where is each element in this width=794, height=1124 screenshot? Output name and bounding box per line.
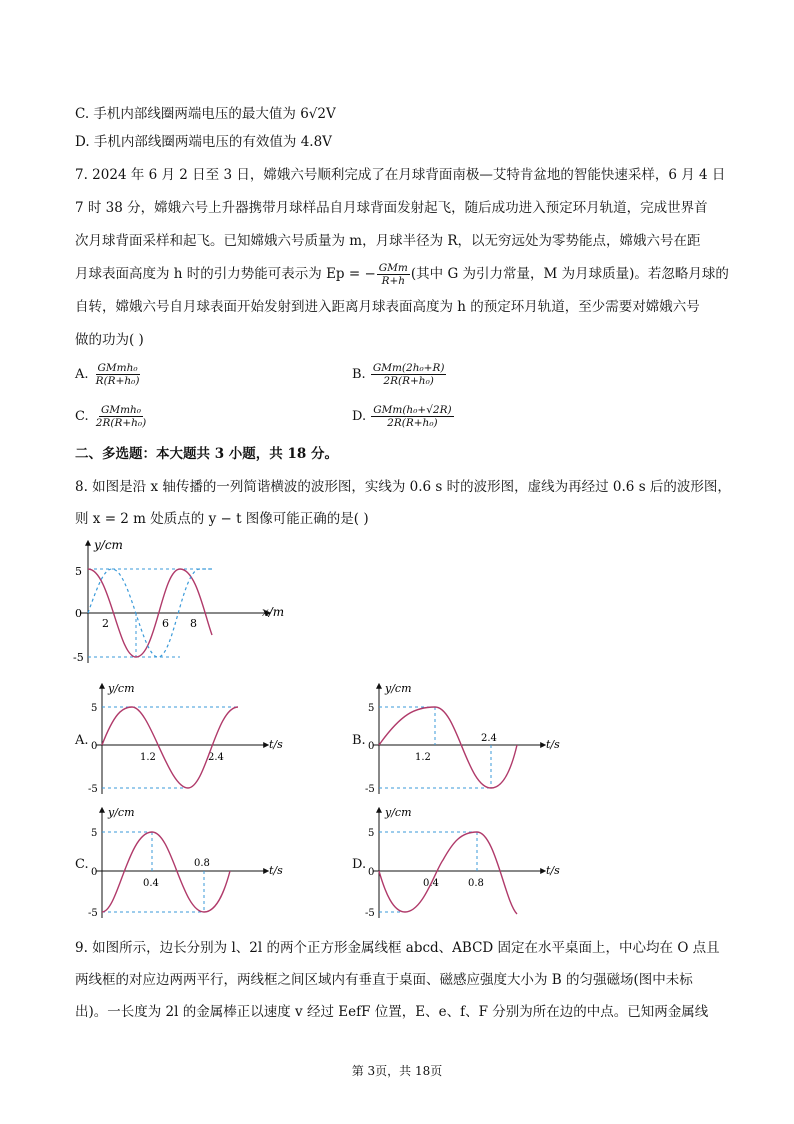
q7-line-6: 做的功为( ) xyxy=(75,332,144,348)
tick-t1: 0.4 xyxy=(423,878,439,889)
q7-option-a[interactable] xyxy=(75,362,142,387)
tick-2: 2 xyxy=(102,617,109,630)
q8-line-1: 8. 如图是沿 x 轴传播的一列简谐横波的波形图，实线为 0.6 s 时的波形图，虚线为再经过 0.6 s 后的波形图， xyxy=(75,479,731,495)
frac-den: R(R+h₀) xyxy=(95,375,140,387)
option-graph-c[interactable] xyxy=(88,802,283,922)
option-graph-d[interactable] xyxy=(365,802,560,922)
tick-5: 5 xyxy=(368,828,375,839)
graph-label-c: C. xyxy=(75,857,89,872)
y-axis-label: y/cm xyxy=(385,806,412,819)
tick-neg5: -5 xyxy=(73,651,84,664)
y-axis-label: y/cm xyxy=(385,682,412,695)
graph-label-a: A. xyxy=(75,733,89,748)
page-footer: 第 3页，共 18页 xyxy=(351,1064,443,1078)
option-graph-b[interactable] xyxy=(365,678,560,798)
x-axis-label: t/s xyxy=(546,864,560,877)
q9-line-3: 出)。一长度为 2l 的金属棒正以速度 v 经过 EefF 位置，E、e、f、F 分别为所在边的中点。已知两金属线 xyxy=(75,1004,709,1020)
tick-t1: 1.2 xyxy=(415,752,431,763)
section-2-title: 二、多选题：本大题共 3 小题，共 18 分。 xyxy=(75,446,338,462)
tick-neg5: -5 xyxy=(365,908,375,919)
tick-8: 8 xyxy=(190,617,197,630)
option-fraction xyxy=(94,404,148,429)
option-fraction xyxy=(371,404,453,429)
q7-option-d[interactable] xyxy=(352,404,455,429)
curve xyxy=(102,832,230,912)
tick-t1: 1.2 xyxy=(140,752,156,763)
q7-line-4-b: (其中 G 为引力常量，M 为月球质量)。若忽略月球的 xyxy=(410,266,729,282)
q7-option-c[interactable] xyxy=(75,404,149,429)
q6-option-d: D. 手机内部线圈两端电压的有效值为 4.8V xyxy=(75,134,332,150)
tick-t2: 0.8 xyxy=(194,858,210,869)
tick-6: 6 xyxy=(162,617,169,630)
q8-line-2: 则 x = 2 m 处质点的 y − t 图像可能正确的是( ) xyxy=(75,511,369,527)
frac-num: GMm(2h₀+R) xyxy=(372,362,445,374)
frac-den: R+h xyxy=(381,275,406,287)
wave-graph xyxy=(70,535,300,670)
option-label: C. xyxy=(75,409,89,424)
option-label: D. xyxy=(352,409,367,424)
frac-num: GMmh₀ xyxy=(100,404,142,416)
frac-num: GMm(h₀+√2R) xyxy=(373,404,452,416)
tick-0: 0 xyxy=(75,607,82,620)
tick-5: 5 xyxy=(91,828,98,839)
option-fraction xyxy=(94,362,142,387)
frac-den: 2R(R+h₀) xyxy=(383,375,434,387)
tick-neg5: -5 xyxy=(365,784,375,795)
y-axis-label: y/cm xyxy=(108,682,135,695)
frac-den: 2R(R+h₀) xyxy=(95,417,147,429)
y-axis-label: y/cm xyxy=(94,538,123,552)
tick-t2: 2.4 xyxy=(208,752,224,763)
x-axis-label: t/s xyxy=(269,738,283,751)
frac-num: GMm xyxy=(378,262,408,274)
frac-num: GMmh₀ xyxy=(97,362,138,374)
q9-line-2: 两线框的对应边两两平行，两线框之间区域内有垂直于桌面、磁感应强度大小为 B 的匀强磁场(图中未标 xyxy=(75,972,693,988)
tick-t1: 0.4 xyxy=(143,878,159,889)
q7-option-b[interactable] xyxy=(352,362,447,387)
q7-line-4 xyxy=(75,262,729,287)
tick-t2: 2.4 xyxy=(481,733,497,744)
q9-line-1: 9. 如图所示，边长分别为 l、2l 的两个正方形金属线框 abcd、ABCD 固定在水平桌面上，中心均在 O 点且 xyxy=(75,940,720,956)
curve xyxy=(379,832,517,914)
tick-neg5: -5 xyxy=(88,784,98,795)
q7-line-5: 自转，嫦娥六号自月球表面开始发射到进入距离月球表面高度为 h 的预定环月轨道，至少需要对嫦娥六号 xyxy=(75,299,700,315)
q7-line-1: 7. 2024 年 6 月 2 日至 3 日，嫦娥六号顺利完成了在月球背面南极—艾特肯盆地的智能快速采样，6 月 4 日 xyxy=(75,167,726,183)
option-graph-a[interactable] xyxy=(88,678,283,798)
x-axis-label: x/m xyxy=(262,605,285,619)
curve xyxy=(102,707,238,788)
x-axis-label: t/s xyxy=(546,738,560,751)
q6-option-c: C. 手机内部线圈两端电压的最大值为 6√2V xyxy=(75,106,336,122)
curve xyxy=(379,707,517,788)
option-fraction xyxy=(371,362,447,387)
q7-line-2: 7 时 38 分，嫦娥六号上升器携带月球样品自月球背面发射起飞，随后成功进入预定环月轨道，完成世界首 xyxy=(75,200,708,216)
tick-0: 0 xyxy=(368,741,375,752)
y-axis-label: y/cm xyxy=(108,806,135,819)
x-axis-label: t/s xyxy=(269,864,283,877)
option-label: A. xyxy=(75,367,89,382)
tick-0: 0 xyxy=(91,741,98,752)
tick-neg5: -5 xyxy=(88,908,98,919)
q7-line-4-a: 月球表面高度为 h 时的引力势能可表示为 Ep = − xyxy=(75,266,376,282)
potential-energy-fraction xyxy=(377,262,410,287)
tick-0: 0 xyxy=(368,867,375,878)
tick-0: 0 xyxy=(91,867,98,878)
tick-5: 5 xyxy=(368,703,375,714)
q7-line-3: 次月球背面采样和起飞。已知嫦娥六号质量为 m，月球半径为 R，以无穷远处为零势能点，嫦娥六号在距 xyxy=(75,233,701,249)
graph-label-d: D. xyxy=(352,857,367,872)
option-label: B. xyxy=(352,367,366,382)
tick-t2: 0.8 xyxy=(468,878,484,889)
graph-label-b: B. xyxy=(352,733,366,748)
frac-den: 2R(R+h₀) xyxy=(387,417,438,429)
tick-5: 5 xyxy=(75,565,82,578)
tick-5: 5 xyxy=(91,703,98,714)
